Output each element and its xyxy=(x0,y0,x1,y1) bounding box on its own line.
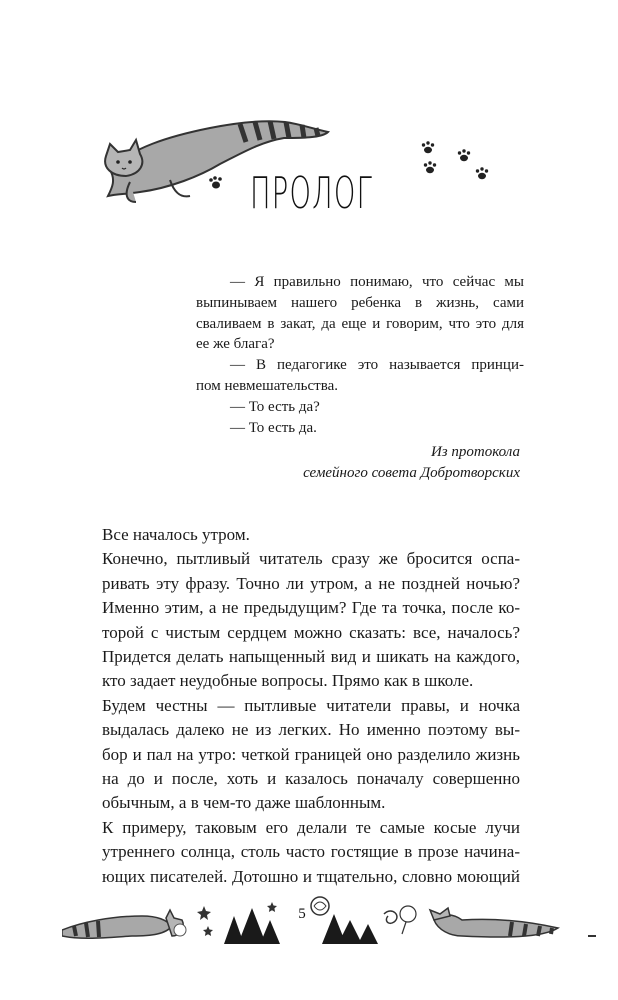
epigraph-source-line: Из протокола xyxy=(430,444,520,460)
body-line: на до и после, хоть и казалось поначалу совершенно xyxy=(102,769,520,789)
footer-illustration xyxy=(62,886,562,946)
epigraph-line: сваливаем в закат, да еще и говорим, что это для xyxy=(196,315,524,332)
chapter-title: ПРОЛОГ xyxy=(250,168,374,219)
body-line: ривать эту фразу. Точно ли утром, а не поздней ночью? xyxy=(102,573,520,593)
body-line: Будем честны — пытливые читатели правы, и ночка xyxy=(102,695,520,715)
epigraph-line: — То есть да. xyxy=(230,419,317,436)
paw-print-icon xyxy=(208,176,224,190)
body-line: обычным, а в чем-то даже шаблонным. xyxy=(102,793,386,813)
page-number: 5 xyxy=(298,906,306,922)
body-line: Все началось утром. xyxy=(102,525,250,544)
body-line: К примеру, таковым его делали те самые косые лучи xyxy=(102,817,520,837)
cat-illustration-icon xyxy=(62,910,186,938)
body-line: кто задает неудобные вопросы. Прямо как в школе. xyxy=(102,671,474,691)
epigraph-line: — То есть да? xyxy=(230,398,320,415)
epigraph-source xyxy=(196,442,520,484)
epigraph-source-line: семейного совета Добротворских xyxy=(303,464,520,481)
body-line: утреннего солнца, столь часто гостящие в прозе начина- xyxy=(102,842,520,862)
body-line: выдалась далеко не из легких. Но именно поэтому вы- xyxy=(102,720,520,740)
body-line: бор и пал на утро: четкой границей оно разделило жизнь xyxy=(102,744,520,764)
body-line: торой с чистым сердцем можно сказать: все, началось? xyxy=(102,622,520,642)
epigraph-line: ее же блага? xyxy=(196,336,275,353)
corner-mark xyxy=(588,935,596,937)
epigraph-line: выпинываем нашего ребенка в жизнь, сами xyxy=(196,294,524,311)
epigraph-line: пом невмешательства. xyxy=(196,377,339,394)
epigraph xyxy=(196,272,524,438)
body-line: Именно этим, а не предыдущим? Где та точка, после ко- xyxy=(102,598,520,618)
body-line: ющих писателей. Дотошно и тщательно, словно моющий xyxy=(102,866,520,886)
epigraph-line: — В педагогике это называется принци- xyxy=(230,357,524,374)
body-line: Придется делать напыщенный вид и шикать на каждого, xyxy=(102,647,520,667)
paw-prints-icon xyxy=(410,132,500,188)
epigraph-line: — Я правильно понимаю, что сейчас мы xyxy=(230,274,524,290)
body-line: Конечно, пытливый читатель сразу же бросится оспа- xyxy=(102,549,520,569)
cat-illustration-icon xyxy=(430,908,558,937)
body-text xyxy=(102,523,520,889)
